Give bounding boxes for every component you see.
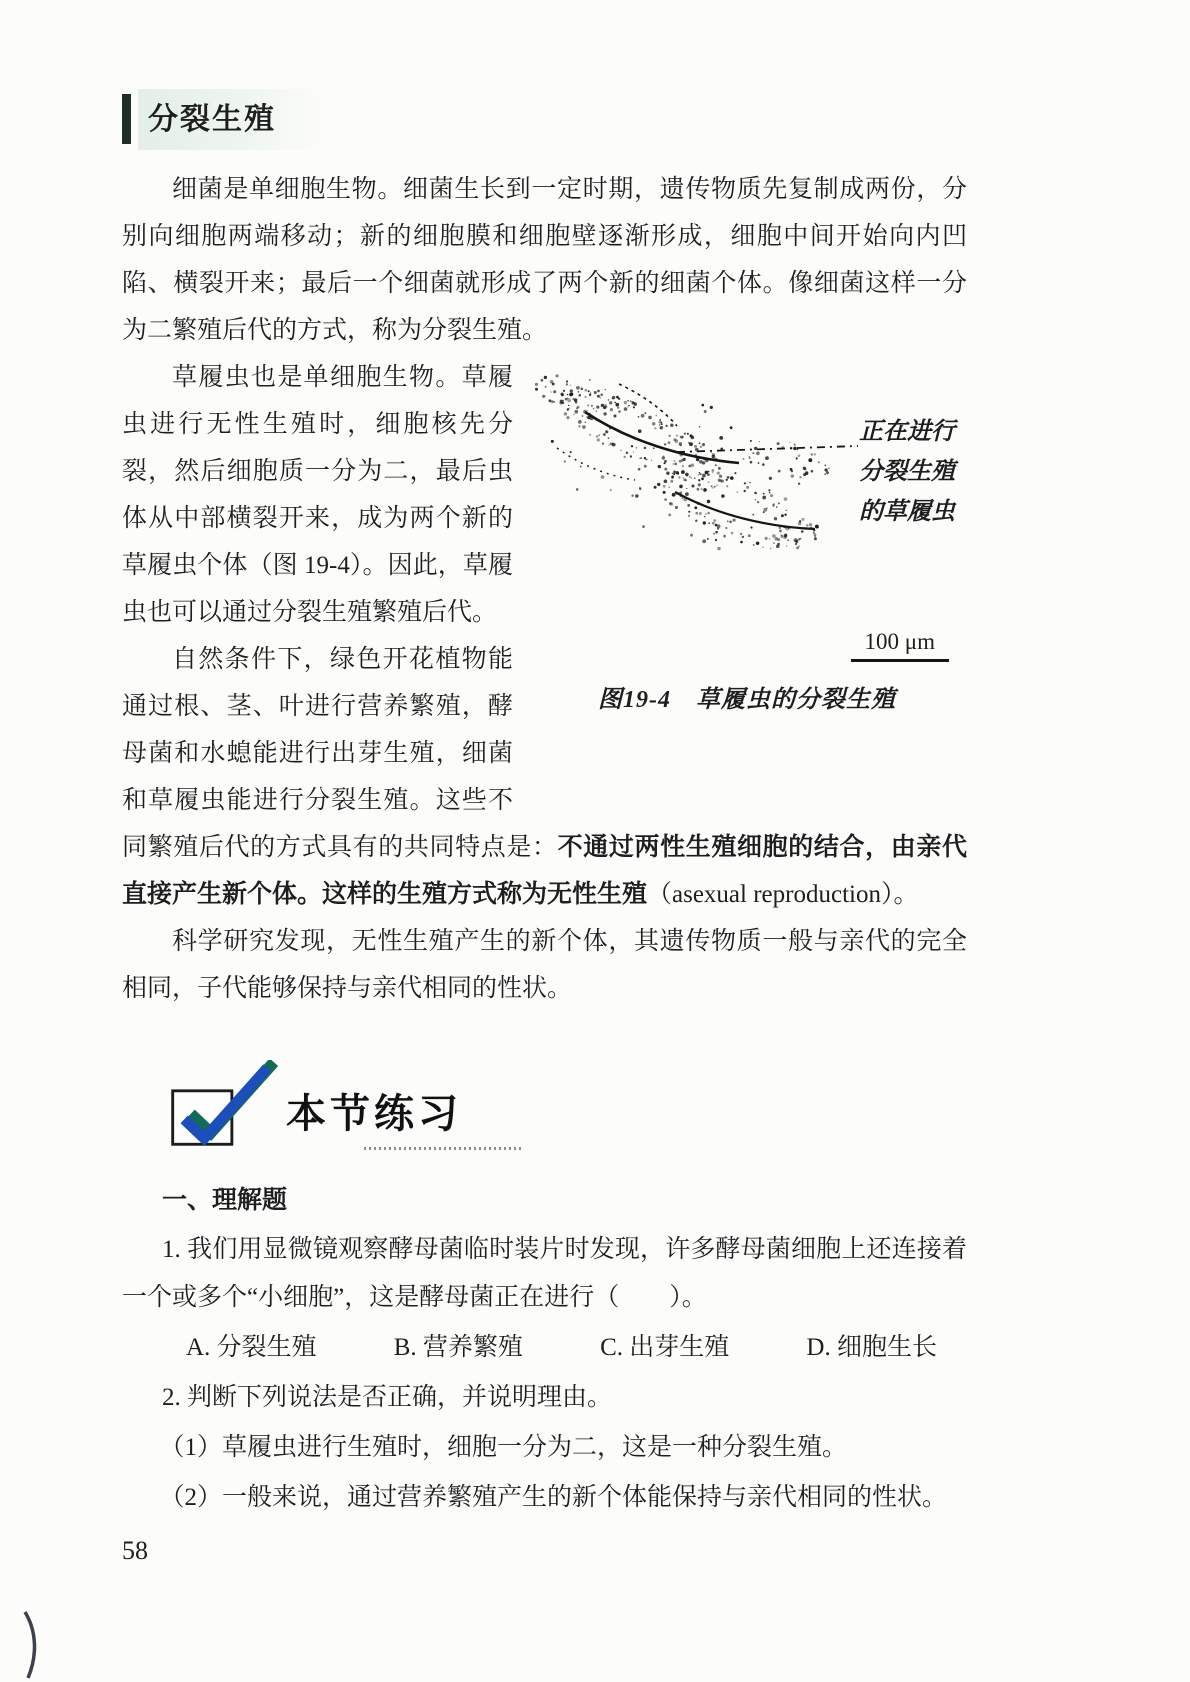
figure-19-4 [527, 354, 967, 778]
contour-line [675, 492, 815, 529]
figure-side-label [859, 360, 967, 612]
pen-mark [18, 1608, 52, 1682]
question-2: 2. 判断下列说法是否正确，并说明理由。 [162, 1384, 613, 1411]
checkbox-check-icon [166, 1060, 292, 1156]
figure-label-line: 正在进行 [859, 419, 955, 445]
paragraph-paramecium: 草履虫也是单细胞生物。草履虫进行无性生殖时，细胞核先分裂，然后细胞质一分为二，最后虫体从中部横裂开来，成为两个新的草履虫个体（图 19-4）。因此，草履虫也可以通过分裂生殖繁殖后代。 [122, 364, 513, 626]
question-2-item-2: （2）一般来说，通过营养繁殖产生的新个体能保持与亲代相同的性状。 [159, 1484, 948, 1511]
fine-print-decoration [364, 1147, 522, 1150]
contour-line [557, 448, 635, 480]
definition-lead-text: 自然条件下，绿色开花植物能通过根、茎、叶进行营养繁殖，酵母菌和水螅能进行出芽生殖，细菌和草履虫能进行分裂生殖。这些不同繁殖后代的方式具有的共同特点是： [122, 646, 558, 861]
figure-caption: 图19-4 草履虫的分裂生殖 [598, 687, 896, 713]
scale-label: 100 μm [851, 629, 949, 662]
scale-bar [527, 618, 967, 665]
definition-english-term: （asexual reproduction）。 [647, 881, 919, 908]
option-b: B. 营养繁殖 [393, 1334, 523, 1361]
question-2-item-1: （1）草履虫进行生殖时，细胞一分为二，这是一种分裂生殖。 [159, 1434, 848, 1461]
leader-line [677, 446, 858, 452]
stipple-dots [535, 374, 830, 550]
option-a: A. 分裂生殖 [186, 1334, 317, 1361]
section-title: 分裂生殖 [138, 89, 322, 150]
page-number: 58 [122, 1536, 148, 1565]
paramecium-drawing [527, 360, 859, 612]
subsection-comprehension: 一、理解题 [162, 1186, 288, 1214]
contour-line [619, 384, 677, 426]
practice-title-wrap [286, 1091, 522, 1156]
definition-bold-text: 不通过两性生殖细胞的结合，由亲代直接产生新个体。这样的生殖方式称为无性生殖 [122, 833, 967, 908]
practice-title: 本节练习 [286, 1092, 462, 1136]
page-content [122, 92, 967, 1522]
figure-label-line: 的草履虫 [859, 499, 955, 525]
paragraph-bacteria-fission: 细菌是单细胞生物。细菌生长到一定时期，遗传物质先复制成两份，分别向细胞两端移动；新的细胞膜和细胞壁逐渐形成，细胞中间开始向内凹陷、横裂开来；最后一个细菌就形成了两个新的细菌个体。像细菌这样一分为二繁殖后代的方式，称为分裂生殖。 [122, 176, 967, 344]
section-practice-header [122, 1060, 967, 1156]
title-accent-bar [122, 94, 131, 144]
question-1-options [122, 1324, 967, 1372]
figure-label-line: 分裂生殖 [859, 459, 955, 485]
option-c: C. 出芽生殖 [600, 1334, 730, 1361]
option-d: D. 细胞生长 [806, 1334, 937, 1361]
section-title-row [122, 92, 967, 146]
question-1: 1. 我们用显微镜观察酵母菌临时装片时发现，许多酵母菌细胞上还连接着一个或多个“小细胞”，这是酵母菌正在进行（ ）。 [122, 1236, 967, 1311]
paragraph-heredity: 科学研究发现，无性生殖产生的新个体，其遗传物质一般与亲代的完全相同，子代能够保持与亲代相同的性状。 [122, 928, 967, 1002]
figure-drawing-area [527, 360, 967, 612]
